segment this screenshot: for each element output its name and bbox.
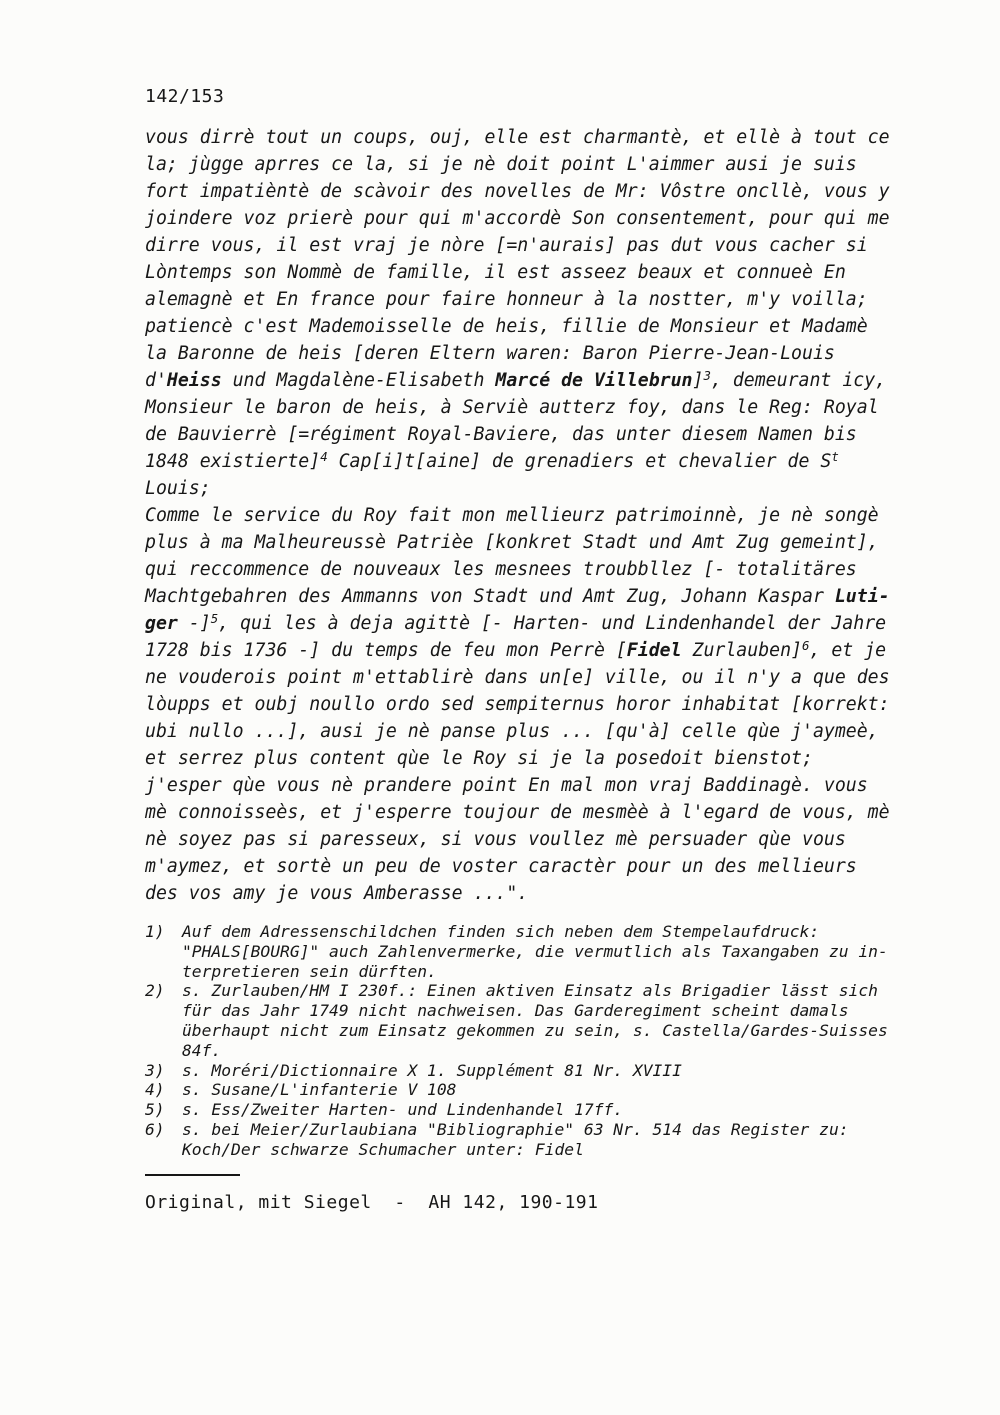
letter-line: Lòntemps son Nommè de famille, il est asseez beaux et connueè En (145, 262, 846, 283)
letter-line: lòupps et oubj noullo ordo sed sempiternus horor inhabitat [korrekt: (145, 694, 890, 715)
letter-line: m'aymez, et sortè un peu de voster caractèr pour un des mellieurs (145, 856, 857, 877)
footnote-text: Auf dem Adressenschildchen finden sich neben dem Stempelaufdruck: "PHALS[BOURG]" auch Zahlenvermerke, die vermutlich als Taxangaben zu in- terpretieren sein dürften. (182, 922, 888, 981)
source-note: Original, mit Siegel - AH 142, 190-191 (145, 1191, 599, 1213)
letter-line: la Baronne de heis [deren Eltern waren: Baron Pierre-Jean-Louis (145, 343, 835, 364)
footnote (145, 981, 910, 1060)
letter-line: ubi nullo ...], ausi je nè panse plus ... [qu'à] celle qùe j'aymeè, (145, 721, 879, 742)
letter-line: des vos amy je vous Amberasse ...". (145, 883, 529, 904)
letter-line: plus à ma Malheureussè Patrièe [konkret Stadt und Amt Zug gemeint], (145, 532, 879, 553)
letter-line: 1728 bis 1736 -] du temps de feu mon Perrè [Fidel Zurlauben]$^6$, et je (145, 639, 887, 661)
footnote (145, 1080, 910, 1100)
letter-transcription (145, 124, 910, 907)
footnote-number: 1) (145, 922, 165, 941)
letter-line: patiencè c'est Mademoisselle de heis, fillie de Monsieur et Madamè (145, 316, 868, 337)
footnote-number: 2) (145, 981, 165, 1001)
footnote (145, 1100, 910, 1120)
footnote-number: 4) (145, 1080, 165, 1100)
footnotes (145, 922, 910, 1160)
footnote-number: 5) (145, 1100, 165, 1120)
letter-line: Monsieur le baron de heis, à Serviè autterz foy, dans le Reg: Royal (145, 397, 879, 418)
footnote (145, 1061, 910, 1081)
letter-line: vous dirrè tout un coups, ouj, elle est charmantè, et ellè à tout ce (145, 127, 890, 148)
letter-line: Comme le service du Roy fait mon mellieurz patrimoinnè, je nè songè (145, 505, 879, 526)
letter-line: j'esper qùe vous nè prandere point En mal mon vraj Baddinagè. vous (145, 775, 868, 796)
letter-line: d'Heiss und Magdalène-Elisabeth Marcé de Villebrun]$^3$, demeurant icy, (145, 369, 887, 391)
letter-line: la; jùgge aprres ce la, si je nè doit point L'aimmer ausi je suis (145, 154, 857, 175)
letter-line: Louis; (145, 478, 211, 499)
footnote-number: 3) (145, 1060, 165, 1080)
letter-line: Machtgebahren des Ammanns von Stadt und Amt Zug, Johann Kaspar Luti- (145, 586, 890, 607)
footnote-text: s. Susane/L'infanterie V 108 (182, 1080, 457, 1100)
letter-line: et serrez plus content qùe le Roy si je la posedoit bienstot; (145, 748, 813, 769)
footnote-text: s. bei Meier/Zurlaubiana "Bibliographie" 63 Nr. 514 das Register zu: Koch/Der schwarze Schumacher unter: Fidel (182, 1119, 849, 1159)
letter-line: fort impatièntè de scàvoir des novelles de Mr: Vôstre oncllè, vous y (145, 181, 890, 202)
footnote-number: 6) (145, 1119, 165, 1139)
letter-line: qui reccommence de nouveaux les mesnees troubbllez [- totalitäres (145, 559, 857, 580)
letter-line: joindere voz prierè pour qui m'accordè Son consentement, pour qui me (145, 208, 890, 229)
page-number: 142/153 (145, 86, 225, 107)
letter-line: mè connoisseès, et j'esperre toujour de mesmèè à l'egard de vous, mè (145, 802, 890, 823)
letter-line: ger -]$^5$, qui les à deja agittè [- Harten- und Lindenhandel der Jahre (145, 612, 887, 634)
letter-line: 1848 existierte]$^4$ Cap[i]t[aine] de grenadiers et chevalier de $S^t$ (145, 450, 839, 472)
letter-line: alemagnè et En france pour faire honneur à la nostter, m'y voilla; (145, 289, 868, 310)
footnote (145, 1120, 910, 1160)
footer-rule (145, 1174, 240, 1176)
letter-line: dirre vous, il est vraj je nòre [=n'aurais] pas dut vous cacher si (145, 235, 868, 256)
footnote-text: s. Moréri/Dictionnaire X 1. Supplément 81 Nr. XVIII (182, 1060, 682, 1080)
letter-line: nè soyez pas si paresseux, si vous voullez mè persuader qùe vous (145, 829, 846, 850)
letter-line: ne vouderois point m'ettablirè dans un[e] ville, ou il n'y a que des (145, 667, 890, 688)
letter-line: de Bauvierrè [=régiment Royal-Baviere, das unter diesem Namen bis (145, 424, 857, 445)
footnote (145, 922, 910, 981)
footnote-text: s. Ess/Zweiter Harten- und Lindenhandel 17ff. (182, 1100, 624, 1120)
footnote-text: s. Zurlauben/HM I 230f.: Einen aktiven Einsatz als Brigadier lässt sich für das Jahr 1749 nicht nachweisen. Das Garderegiment scheint damals überhaupt nicht zum Einsatz gekommen zu sein, s. Castella/Gardes-Suisses 84f. (182, 981, 888, 1060)
